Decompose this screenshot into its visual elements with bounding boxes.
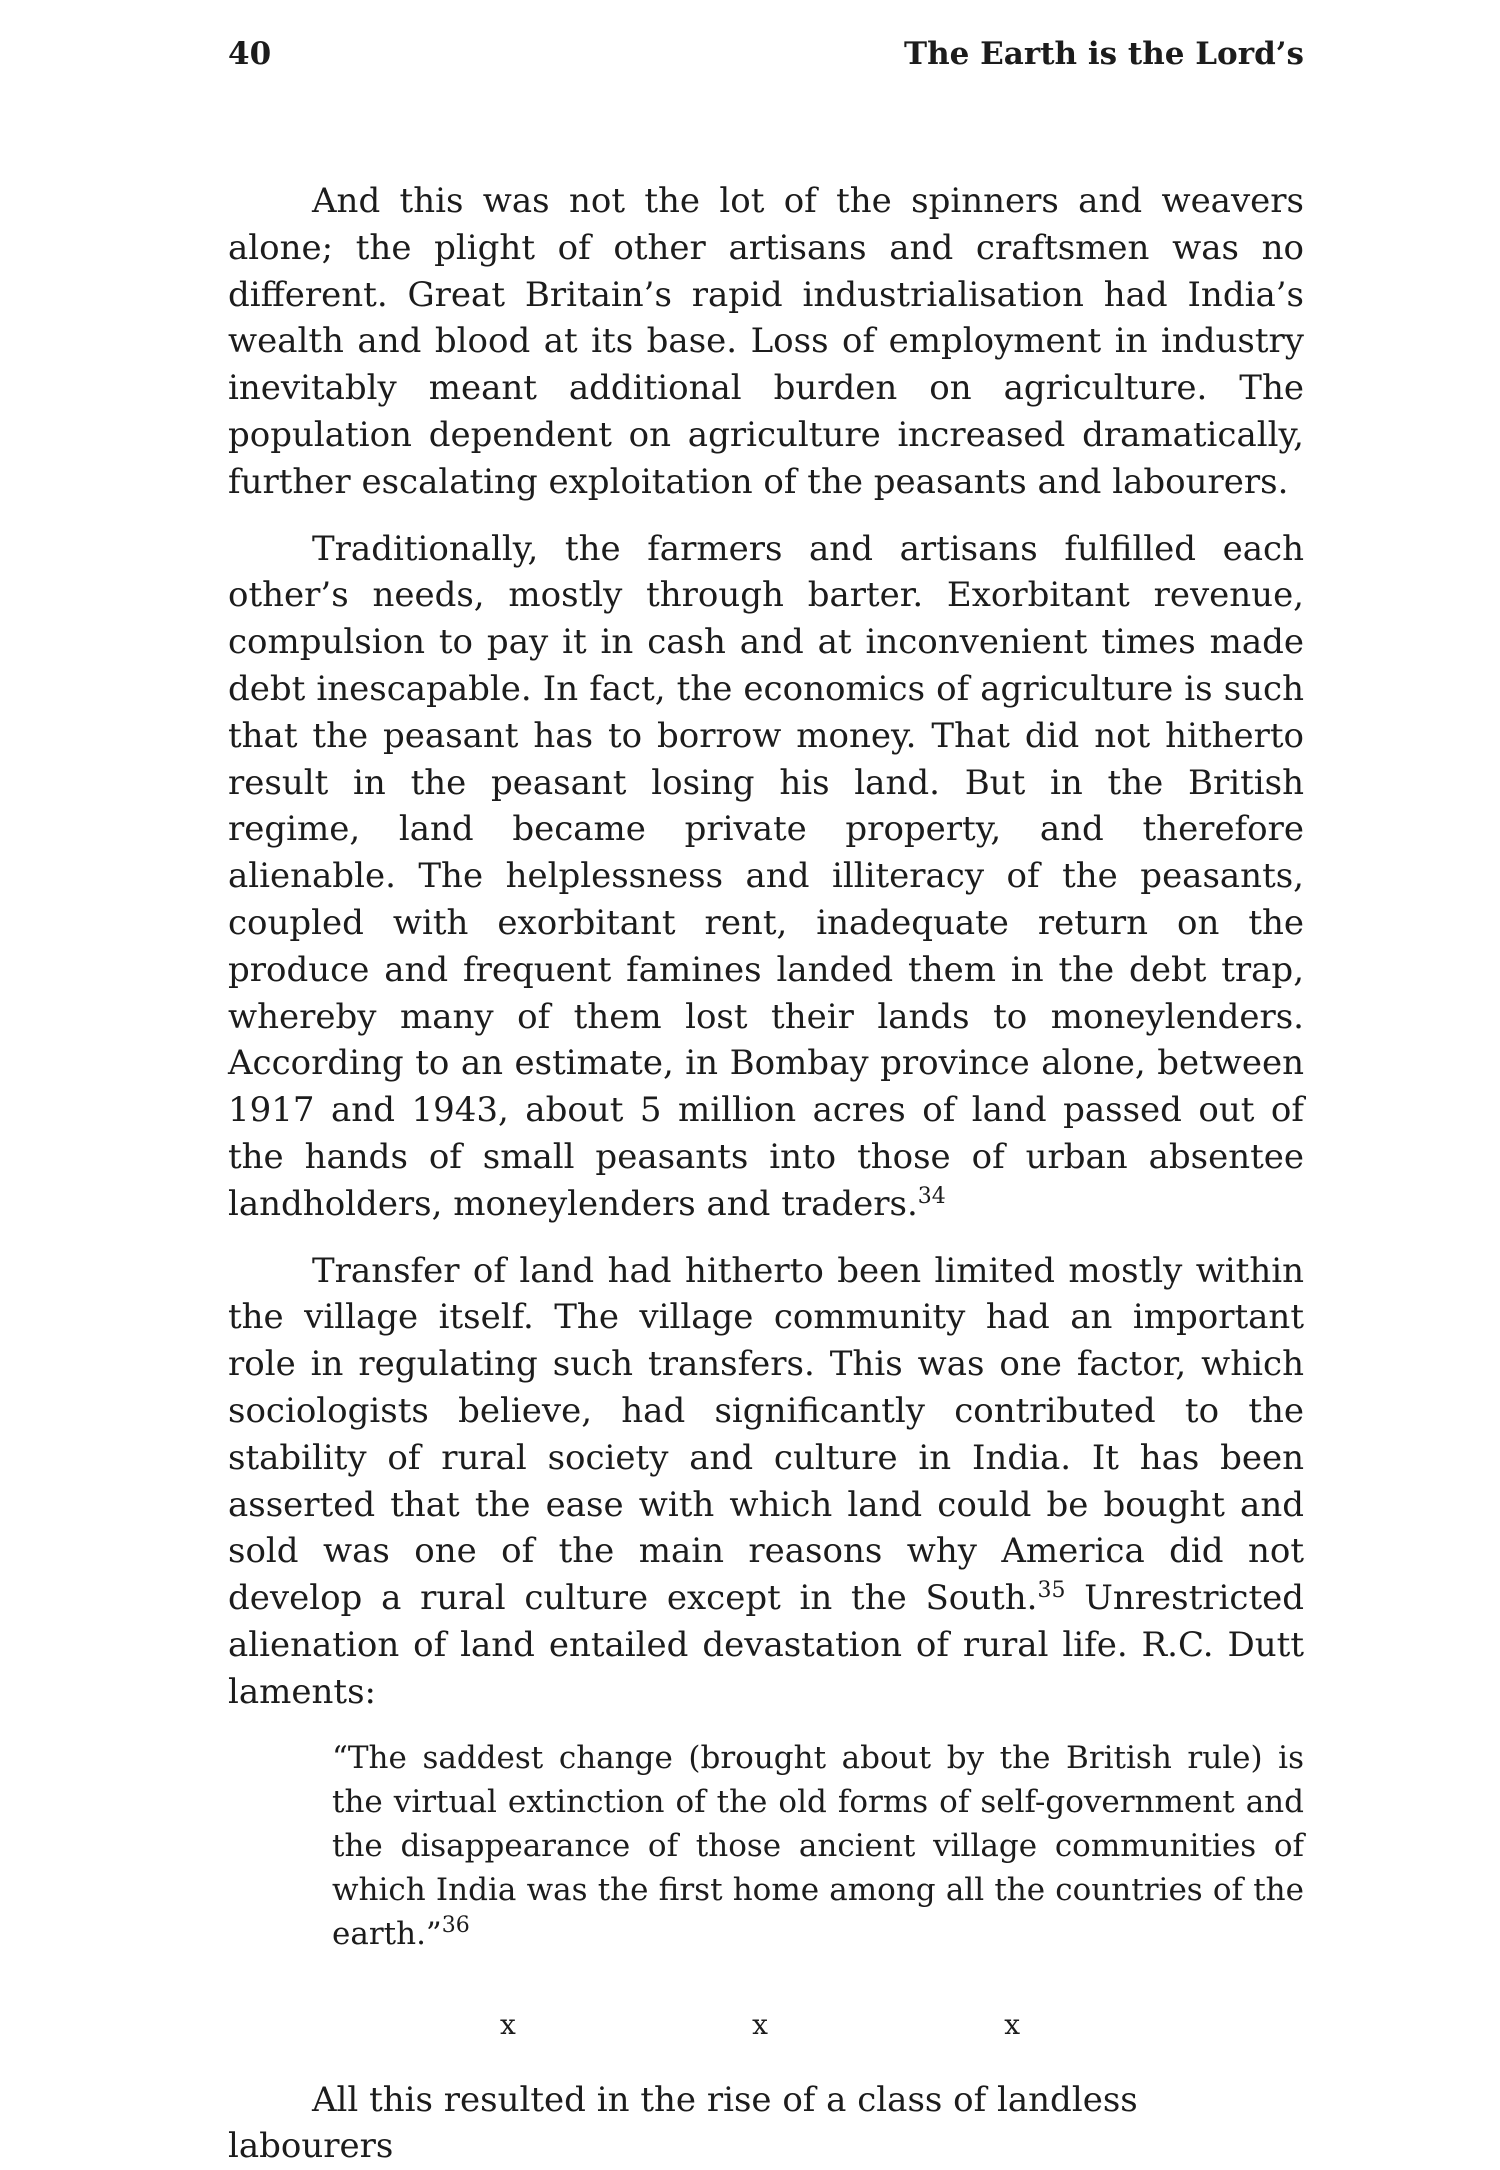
- paragraph-text: Traditionally, the farmers and artisans fulfilled each other’s needs, mostly through barter. Exorbitant revenue, compulsion to pay it in cash and at inconvenient times made debt inescapable. In fact, the economics of agriculture is such that the peasant has to borrow money. That did not hitherto result in the peasant losing his land. But in the British regime, land became private property, and therefore alienable. The helplessness and illiteracy of the peasants, coupled with exorbitant rent, inadequate return on the produce and frequent famines landed them in the debt trap, whereby many of them lost their lands to moneylenders. According to an estimate, in Bombay province alone, between 1917 and 1943, about 5 million acres of land passed out of the hands of small peasants into those of urban absentee landholders, moneylenders and traders.: [228, 529, 1304, 1224]
- book-page: [228, 36, 1304, 2170]
- page-number: 40: [228, 36, 271, 72]
- paragraph-1: [228, 178, 1304, 506]
- paragraph-text: Transfer of land had hitherto been limited mostly within the village itself. The village community had an important role in regulating such transfers. This was one factor, which sociologists believe, had significantly contributed to the stability of rural society and culture in India. It has been asserted that the ease with which land could be bought and sold was one of the main reasons why America did not develop a rural culture except in the South.: [228, 1251, 1304, 1619]
- running-title: The Earth is the Lord’s: [904, 36, 1304, 72]
- block-quote: [332, 1736, 1304, 1956]
- page-header: [228, 36, 1304, 94]
- footnote-ref-34: 34: [918, 1184, 946, 1209]
- separator-mark: x: [752, 2008, 768, 2041]
- paragraph-3: [228, 1248, 1304, 1716]
- separator-mark: x: [1004, 2008, 1020, 2041]
- quote-text: “The saddest change (brought about by the British rule) is the virtual extinction of the old forms of self-government and the disappearance of those ancient village communities of which India was the first home among all the countries of the earth.”: [332, 1740, 1304, 1952]
- page-content: [228, 178, 1304, 2170]
- paragraph-text: And this was not the lot of the spinners and weavers alone; the plight of other artisans and craftsmen was no different. Great Britain’s rapid industrialisation had India’s wealth and blood at its base. Loss of employment in industry inevitably meant additional burden on agriculture. The population dependent on agriculture increased dramatically, further escalating exploitation of the peasants and labourers.: [228, 181, 1304, 502]
- continuation-paragraph: All this resulted in the rise of a class of landless labourers: [228, 2077, 1304, 2170]
- paragraph-text-continued: Unrestricted alienation of land entailed devastation of rural life. R.C. Dutt laments:: [228, 1578, 1304, 1712]
- section-separator: [500, 2008, 1020, 2041]
- footnote-ref-35: 35: [1038, 1578, 1066, 1603]
- paragraph-2: [228, 526, 1304, 1228]
- footnote-ref-36: 36: [442, 1913, 470, 1938]
- separator-mark: x: [500, 2008, 516, 2041]
